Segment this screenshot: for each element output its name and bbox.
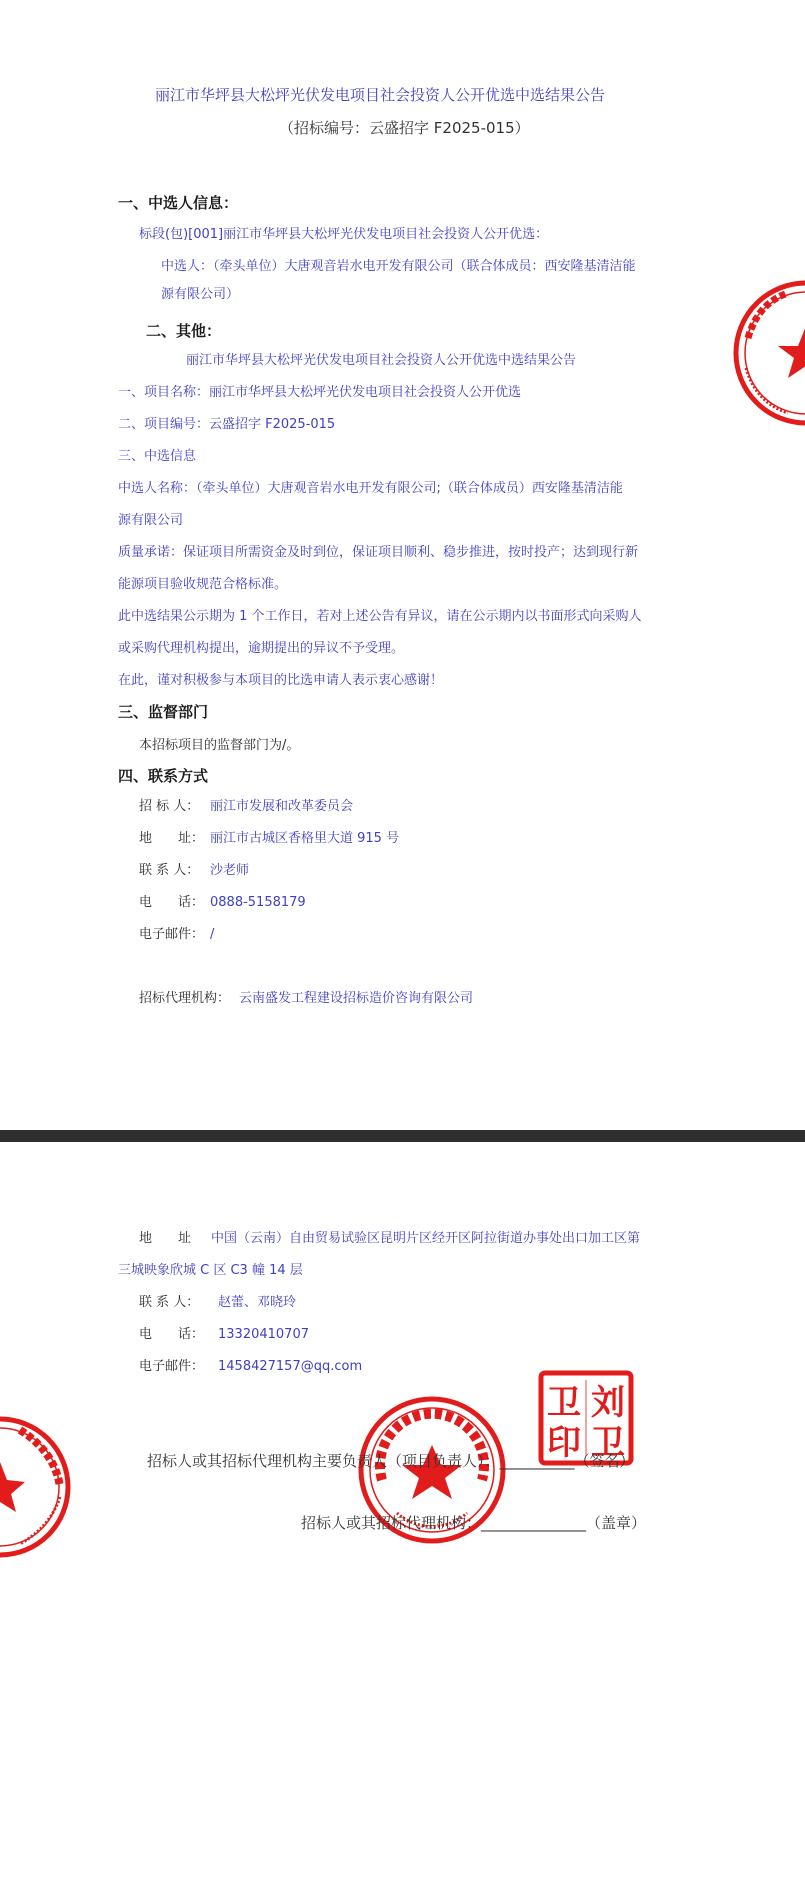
selection-info: 三、中选信息 [118, 449, 197, 464]
winner-line-1: 中选人：（牵头单位）大唐观音岩水电开发有限公司（联合体成员：西安隆基清洁能 [161, 259, 636, 274]
lot-line: 标段(包)[001]丽江市华坪县大松坪光伏发电项目社会投资人公开优选： [139, 227, 549, 242]
supervision-text: 本招标项目的监督部门为/。 [139, 738, 300, 753]
project-name: 一、项目名称：丽江市华坪县大松坪光伏发电项目社会投资人公开优选 [118, 385, 522, 400]
contact-value: 沙老师 [210, 863, 250, 878]
section-1-heading: 一、中选人信息： [118, 194, 239, 212]
agency-address-label: 地 址 [139, 1231, 192, 1246]
agency-phone-label: 电 话： [139, 1327, 205, 1342]
section-3-heading: 三、监督部门 [118, 703, 209, 721]
document-title: 丽江市华坪县大松坪光伏发电项目社会投资人公开优选中选结果公告 [155, 86, 606, 104]
svg-text:卫: 卫 [547, 1383, 581, 1423]
agency-contact-value: 赵蕾、邓晓玲 [218, 1295, 297, 1310]
thanks-line: 在此，谨对积极参与本项目的比选申请人表示衷心感谢！ [118, 673, 444, 688]
phone-label: 电 话： [139, 895, 205, 910]
agency-phone-value: 13320410707 [218, 1327, 309, 1342]
company-seal-partial [728, 278, 805, 428]
contact-label: 联 系 人： [139, 863, 200, 878]
section-2-heading: 二、其他： [146, 322, 222, 340]
company-seal-left-partial [0, 1412, 72, 1562]
notice-line-1: 此中选结果公示期为 1 个工作日，若对上述公告有异议，请在公示期内以书面形式向采购人 [118, 609, 642, 624]
address-label: 地 址： [139, 831, 205, 846]
stamp-line: 招标人或其招标代理机构：______________（盖章） [301, 1514, 647, 1532]
winner-name-line-1: 中选人名称：（牵头单位）大唐观音岩水电开发有限公司;（联合体成员）西安隆基清洁能 [118, 481, 623, 496]
phone-value: 0888-5158179 [210, 895, 306, 910]
section-4-heading: 四、联系方式 [118, 767, 209, 785]
page-divider [0, 1130, 805, 1142]
svg-text:印: 印 [547, 1423, 581, 1463]
signature-line: 招标人或其招标代理机构主要负责人（项目负责人）：__________（签名） [147, 1452, 635, 1470]
agency-email-label: 电子邮件： [139, 1359, 205, 1374]
address-value: 丽江市古城区香格里大道 915 号 [210, 831, 400, 846]
document-subtitle: （招标编号：云盛招字 F2025-015） [279, 119, 530, 137]
agency-label: 招标代理机构： [139, 991, 231, 1006]
agency-email-value: 1458427157@qq.com [218, 1359, 363, 1374]
other-center-title: 丽江市华坪县大松坪光伏发电项目社会投资人公开优选中选结果公告 [186, 353, 577, 368]
email-label: 电子邮件： [139, 927, 205, 942]
document-page-2 [0, 1142, 805, 1897]
tenderer-value: 丽江市发展和改革委员会 [210, 799, 354, 814]
agency-address-line-1: 中国（云南）自由贸易试验区昆明片区经开区阿拉街道办事处出口加工区第 [211, 1231, 641, 1246]
email-value: / [210, 927, 215, 942]
winner-name-line-2: 源有限公司 [118, 513, 184, 528]
quality-line-1: 质量承诺：保证项目所需资金及时到位，保证项目顺利、稳步推进，按时投产；达到现行新 [118, 545, 639, 560]
svg-text:卫: 卫 [591, 1423, 625, 1463]
quality-line-2: 能源项目验收规范合格标准。 [118, 577, 288, 592]
notice-line-2: 或采购代理机构提出，逾期提出的异议不予受理。 [118, 641, 405, 656]
agency-address-line-2: 三城映象欣城 C 区 C3 幢 14 层 [118, 1263, 303, 1278]
project-number: 二、项目编号：云盛招字 F2025-015 [118, 417, 336, 432]
winner-line-2: 源有限公司） [161, 287, 240, 302]
tenderer-label: 招 标 人： [139, 799, 200, 814]
agency-value: 云南盛发工程建设招标造价咨询有限公司 [239, 991, 474, 1006]
agency-contact-label: 联 系 人： [139, 1295, 200, 1310]
svg-text:刘: 刘 [591, 1383, 625, 1423]
